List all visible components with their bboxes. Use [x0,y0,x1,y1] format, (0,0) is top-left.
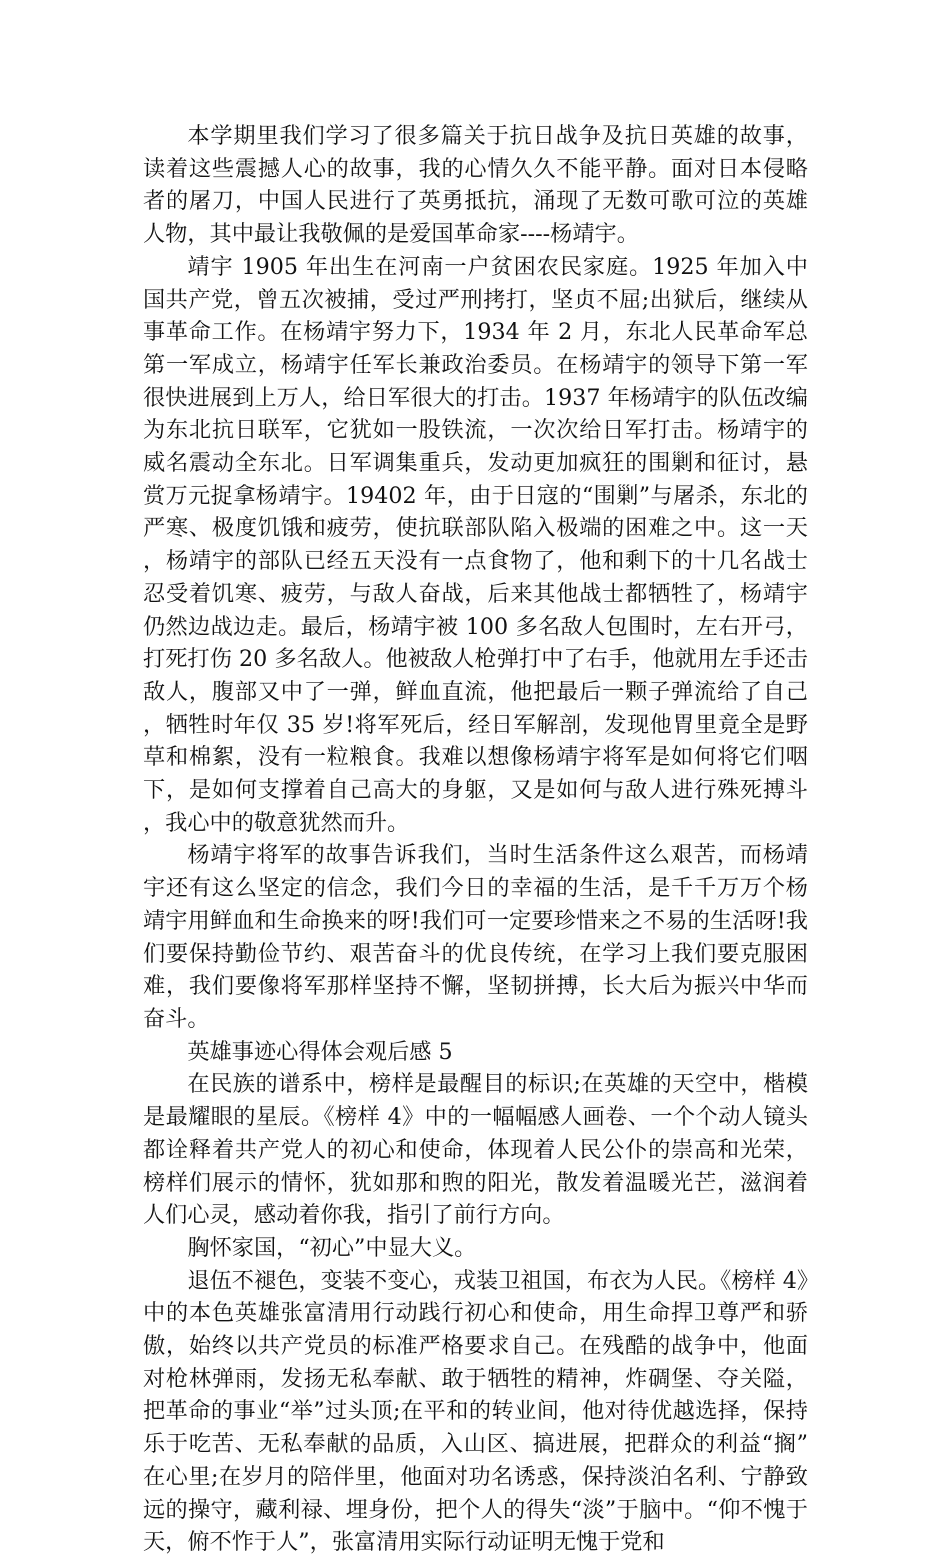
paragraph-zhang-fuqing: 退伍不褪色，变装不变心，戎装卫祖国，布衣为人民。《榜样 4》中的本色英雄张富清用行动践行初心和使命，用生命捍卫尊严和骄傲，始终以共产党员的标准严格要求自己。在残酷的战争中，他面对枪林弹雨，发扬无私奉献、敢于牺牲的精神，炸碉堡、夺关隘，把革命的事业“举”过头顶;在平和的转业间，他对待优越选择，保持乐于吃苦、无私奉献的品质，入山区、搞进展，把群众的利益“搁”在心里;在岁月的陪伴里，他面对功名诱惑，保持淡泊名利、宁静致远的操守，藏利禄、埋身份，把个人的得失“淡”于脑中。“仰不愧于天，俯不怍于人”，张富清用实际行动证明无愧于党和 [143,1267,808,1556]
document-page [143,120,808,1559]
section-heading: 英雄事迹心得体会观后感 5 [187,1038,453,1065]
paragraph-yang-jingyu-story: 靖宇 1905 年出生在河南一户贫困农民家庭。1925 年加入中国共产党，曾五次被捕，受过严刑拷打，坚贞不屈;出狱后，继续从事革命工作。在杨靖宇努力下，1934 年 2 月，东北人民革命军总第一军成立，杨靖宇任军长兼政治委员。在杨靖宇的领导下第一军很快进展到上万人，给日军很大的打击。1937 年杨靖宇的队伍改编为东北抗日联军，它犹如一股铁流，一次次给日军打击。杨靖宇的威名震动全东北。日军调集重兵，发动更加疯狂的围剿和征讨，悬赏万元捉拿杨靖宇。19402 年，由于日寇的“围剿”与屠杀，东北的严寒、极度饥饿和疲劳，使抗联部队陷入极端的困难之中。这一天，杨靖宇的部队已经五天没有一点食物了，他和剩下的十几名战士忍受着饥寒、疲劳，与敌人奋战，后来其他战士都牺牲了，杨靖宇仍然边战边走。最后，杨靖宇被 100 多名敌人包围时，左右开弓，打死打伤 20 多名敌人。他被敌人枪弹打中了右手，他就用左手还击敌人，腹部又中了一弹，鲜血直流，他把最后一颗子弹流给了自己，牺牲时年仅 35 岁!将军死后，经日军解剖，发现他胃里竟全是野草和棉絮，没有一粒粮食。我难以想像杨靖宇将军是如何将它们咽下，是如何支撑着自己高大的身躯，又是如何与敌人进行殊死搏斗，我心中的敬意犹然而升。 [143,253,808,836]
paragraph-subheading: 胸怀家国，“初心”中显大义。 [187,1234,477,1261]
paragraph-reflection: 杨靖宇将军的故事告诉我们，当时生活条件这么艰苦，而杨靖宇还有这么坚定的信念，我们今日的幸福的生活，是千千万万个杨靖宇用鲜血和生命换来的呀!我们可一定要珍惜来之不易的生活呀!我们要保持勤俭节约、艰苦奋斗的优良传统，在学习上我们要克服困难，我们要像将军那样坚持不懈，坚韧拼搏，长大后为振兴中华而奋斗。 [143,842,808,1032]
paragraph-intro: 本学期里我们学习了很多篇关于抗日战争及抗日英雄的故事，读着这些震撼人心的故事，我的心情久久不能平静。面对日本侵略者的屠刀，中国人民进行了英勇抵抗，涌现了无数可歌可泣的英雄人物，其中最让我敬佩的是爱国革命家----杨靖宇。 [143,123,808,248]
paragraph-role-models: 在民族的谱系中，榜样是最醒目的标识;在英雄的天空中，楷模是最耀眼的星辰。《榜样 4》中的一幅幅感人画卷、一个个动人镜头都诠释着共产党人的初心和使命，体现着人民公仆的崇高和光荣，榜样们展示的情怀，犹如那和煦的阳光，散发着温暖光芒，滋润着人们心灵，感动着你我，指引了前行方向。 [143,1071,808,1229]
